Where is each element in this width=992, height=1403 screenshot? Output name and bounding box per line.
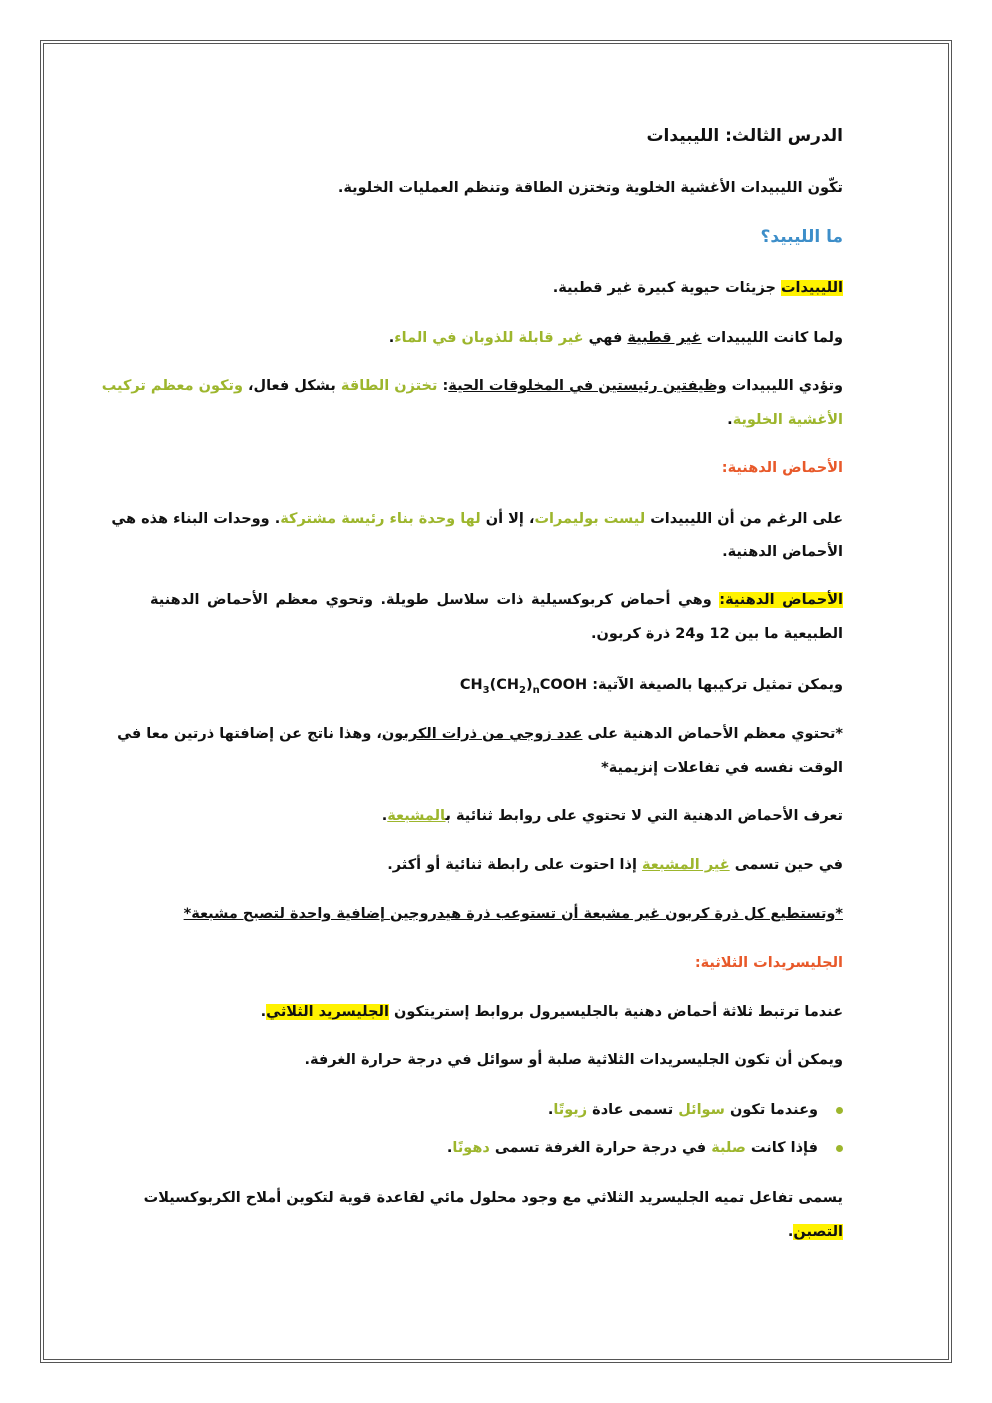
- triglyceride-definition: عندما ترتبط ثلاثة أحماض دهنية بالجليسيرول بروابط إستريتكون الجليسريد الثلاثي.: [260, 1004, 843, 1020]
- triglyceride-state: ويمكن أن تكون الجليسريدات الثلاثية صلبة أو سوائل في درجة حرارة الغرفة.: [304, 1052, 843, 1068]
- even-carbon-line-2: الوقت نفسه في تفاعلات إنزيمية*: [601, 760, 843, 776]
- bullet-fats: فإذا كانت صلبة في درجة حرارة الغرفة تسمى دهونًا.: [150, 1136, 843, 1160]
- polymers-line-2: الأحماض الدهنية.: [722, 544, 843, 560]
- lesson-title: الدرس الثالث: الليبيدات: [646, 126, 843, 146]
- saponification-line-1: يسمى تفاعل تميه الجليسريد الثلاثي مع وجود محلول مائي لقاعدة قوية لتكوين أملاح الكربوكسيلات: [143, 1190, 843, 1206]
- fatty-def-line-2: الطبيعية ما بين 12 و24 ذرة كربون.: [590, 626, 843, 642]
- bullet-dot: [836, 1145, 843, 1152]
- question-heading: ما الليبيد؟: [760, 227, 843, 247]
- formula-sentence: ويمكن تمثيل تركيبها بالصيغة الآتية: $CH_3(CH_2)_nCOOH$: [459, 677, 843, 696]
- triglycerides-heading: الجليسريدات الثلاثية:: [694, 955, 843, 971]
- intro-sentence: تكّون الليبيدات الأغشية الخلوية وتختزن الطاقة وتنظم العمليات الخلوية.: [337, 180, 843, 196]
- fatty-def-line-1: الأحماض الدهنية: وهي أحماض كربوكسيلية ذات سلاسل طويلة. وتحوي معظم الأحماض الدهنية: [150, 592, 843, 608]
- bullet-oils: وعندما تكون سوائل تسمى عادة زيوتًا.: [150, 1098, 843, 1122]
- nonpolar-sentence: ولما كانت الليبيدات غير قطبية فهي غير قابلة للذوبان في الماء.: [388, 330, 843, 346]
- carbon-note: *وتستطيع كل ذرة كربون غير مشبعة أن تستوعب ذرة هيدروجين إضافية واحدة لتصبح مشبعة*: [183, 906, 843, 922]
- unsaturated-sentence: في حين تسمى غير المشبعة إذا احتوت على رابطة ثنائية أو أكثر.: [387, 857, 843, 873]
- saturated-sentence: تعرف الأحماض الدهنية التي لا تحتوي على روابط ثنائية بالمشبعة.: [381, 808, 843, 824]
- saponification-line-2: التصبن.: [787, 1224, 843, 1240]
- chemical-formula: $CH_3(CH_2)_nCOOH$: [459, 677, 588, 696]
- even-carbon-line-1: *تحتوي معظم الأحماض الدهنية على عدد زوجي من ذرات الكربون، وهذا ناتج عن إضافتها ذرتين معا في: [117, 726, 843, 742]
- polymers-line-1: على الرغم من أن الليبيدات ليست بوليمرات، إلا أن لها وحدة بناء رئيسة مشتركة. ووحدات البناء هذه هي: [111, 511, 843, 527]
- highlight-term: الليبيدات: [780, 280, 843, 296]
- bullet-dot: [836, 1107, 843, 1114]
- functions-line-2: الأغشية الخلوية.: [727, 412, 843, 428]
- fatty-acids-heading: الأحماض الدهنية:: [721, 460, 843, 476]
- functions-line-1: وتؤدي الليبيدات وظيفتين رئيستين في المخلوقات الحية: تختزن الطاقة بشكل فعال، وتكون معظم تركيب: [101, 378, 843, 394]
- lipid-definition: الليبيدات جزيئات حيوية كبيرة غير قطبية.: [552, 280, 843, 296]
